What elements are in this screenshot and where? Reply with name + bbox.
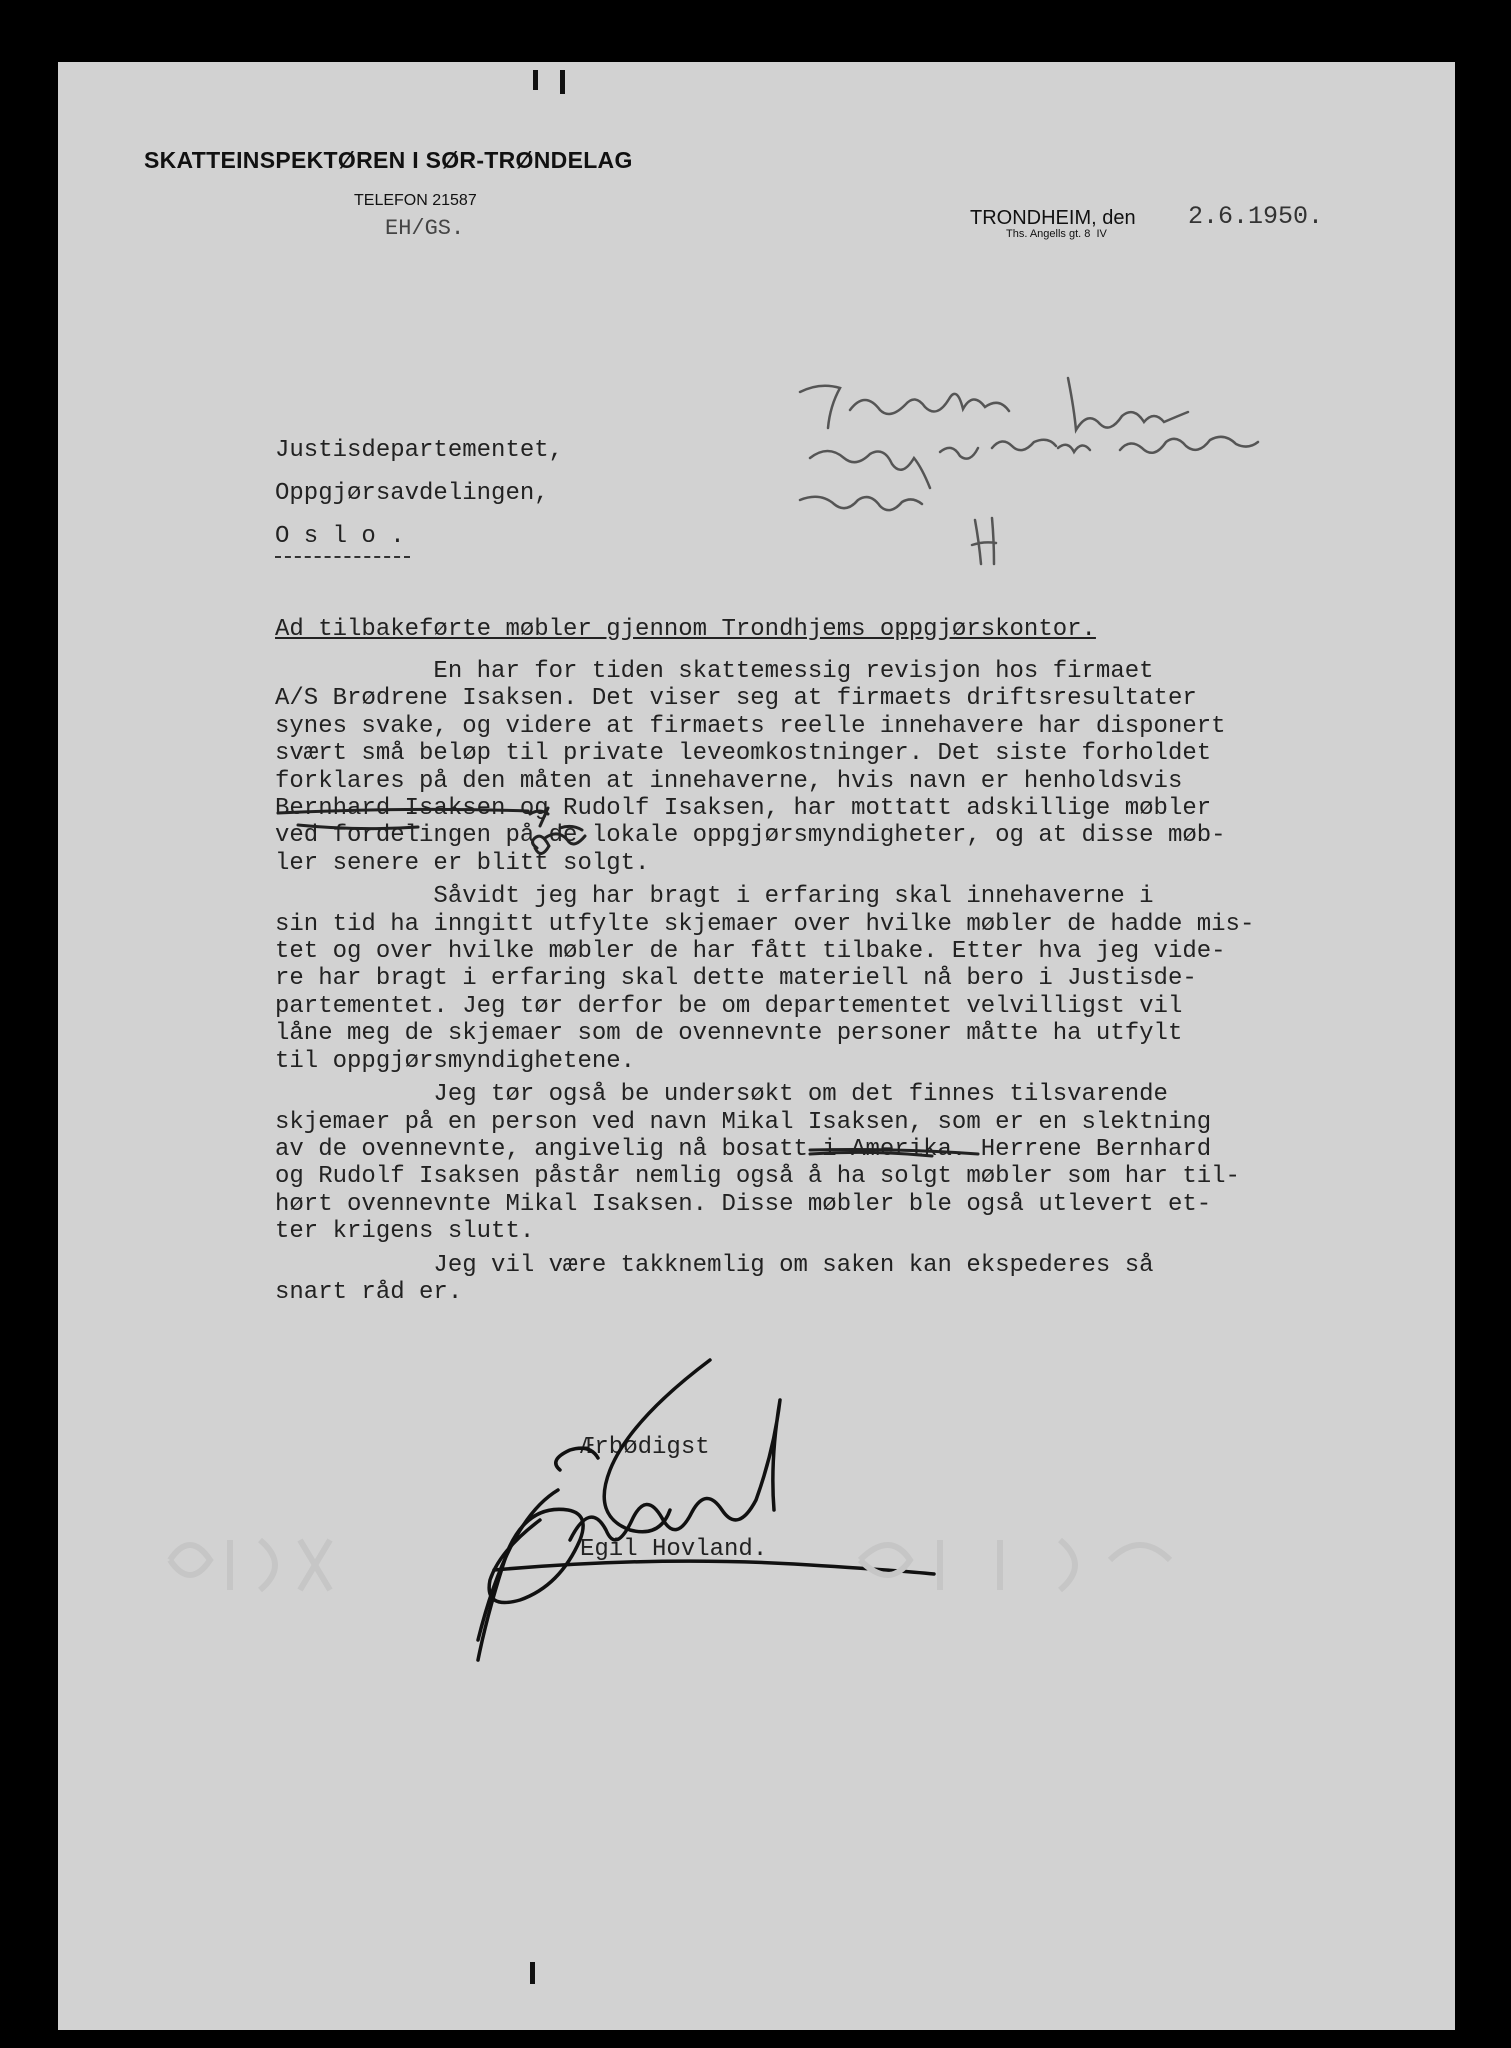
closing-salutation: Ærbødigst [580,1434,710,1461]
body-line: re har bragt i erfaring skal dette materiell nå bero i Justisde- [275,965,1197,993]
letterhead-place: TRONDHEIM, den [970,207,1136,229]
letterhead-telephone: TELEFON 21587 [354,192,477,209]
body-line: tet og over hvilke møbler de har fått tilbake. Etter hva jeg vide- [275,938,1226,966]
recipient-line-2: Oppgjørsavdelingen, [275,480,549,507]
body-line: svært små beløp til private leveomkostninger. Det siste forholdet [275,740,1212,768]
body-line: til oppgjørsmyndighetene. [275,1047,636,1075]
body-line: av de ovennevnte, angivelig nå bosatt i Amerika. Herrene Bernhard [275,1135,1212,1163]
body-line: Jeg tør også be undersøkt om det finnes tilsvarende [275,1081,1168,1109]
handwritten-note-top [800,378,1258,564]
subject-line: Ad tilbakeførte møbler gjennom Trondhjems oppgjørskontor. [275,616,1096,643]
body-line: snart råd er. [275,1278,463,1306]
body-line: En har for tiden skattemessig revisjon hos firmaet [275,658,1154,685]
body-line: ter krigens slutt. [275,1218,535,1246]
body-line: ler senere er blitt solgt. [275,849,650,877]
body-line: og Rudolf Isaksen påstår nemlig også å ha solgt møbler som har til- [275,1163,1240,1191]
signature-image [478,1360,934,1660]
body-line: forklares på den måten at innehaverne, hvis navn er henholdsvis [275,767,1183,795]
body-line: partementet. Jeg tør derfor be om departementet velvilligst vil [275,992,1183,1020]
body-line: Såvidt jeg har bragt i erfaring skal innehaverne i [275,883,1154,911]
body-line: synes svake, og videre at firmaets reelle innehavere har disponert [275,712,1226,740]
body-line: A/S Brødrene Isaksen. Det viser seg at firmaets driftsresultater [275,685,1197,713]
signer-name: Egil Hovland. [580,1536,768,1563]
body-line: sin tid ha inngitt utfylte skjemaer over hvilke møbler de hadde mis- [275,910,1255,938]
body-line: skjemaer på en person ved navn Mikal Isaksen, som er en slektning [275,1108,1212,1136]
reference-code: EH/GS. [385,216,465,241]
letterhead-office: SKATTEINSPEKTØREN I SØR-TRØNDELAG [144,147,633,173]
body-line: Jeg vil være takknemlig om saken kan ekspederes så [275,1251,1154,1279]
stamp-ghost-text [170,1540,1170,1590]
recipient-line-1: Justisdepartementet, [275,437,564,464]
recipient-line-3: O s l o . [275,523,405,550]
letterhead-address: Ths. Angells gt. 8 IV [1006,228,1107,240]
letter-date: 2.6.1950. [1188,202,1324,231]
body-line: låne meg de skjemaer som de ovennevnte personer måtte ha utfylt [275,1020,1183,1048]
body-line: hørt ovennevnte Mikal Isaksen. Disse møbler ble også utlevert et- [275,1190,1212,1218]
body-line: ved fordelingen på de lokale oppgjørsmyndigheter, og at disse møb- [275,822,1226,850]
handwritten-correction-marks [278,808,978,1156]
body-line: Bernhard Isaksen og Rudolf Isaksen, har mottatt adskillige møbler [275,795,1212,823]
